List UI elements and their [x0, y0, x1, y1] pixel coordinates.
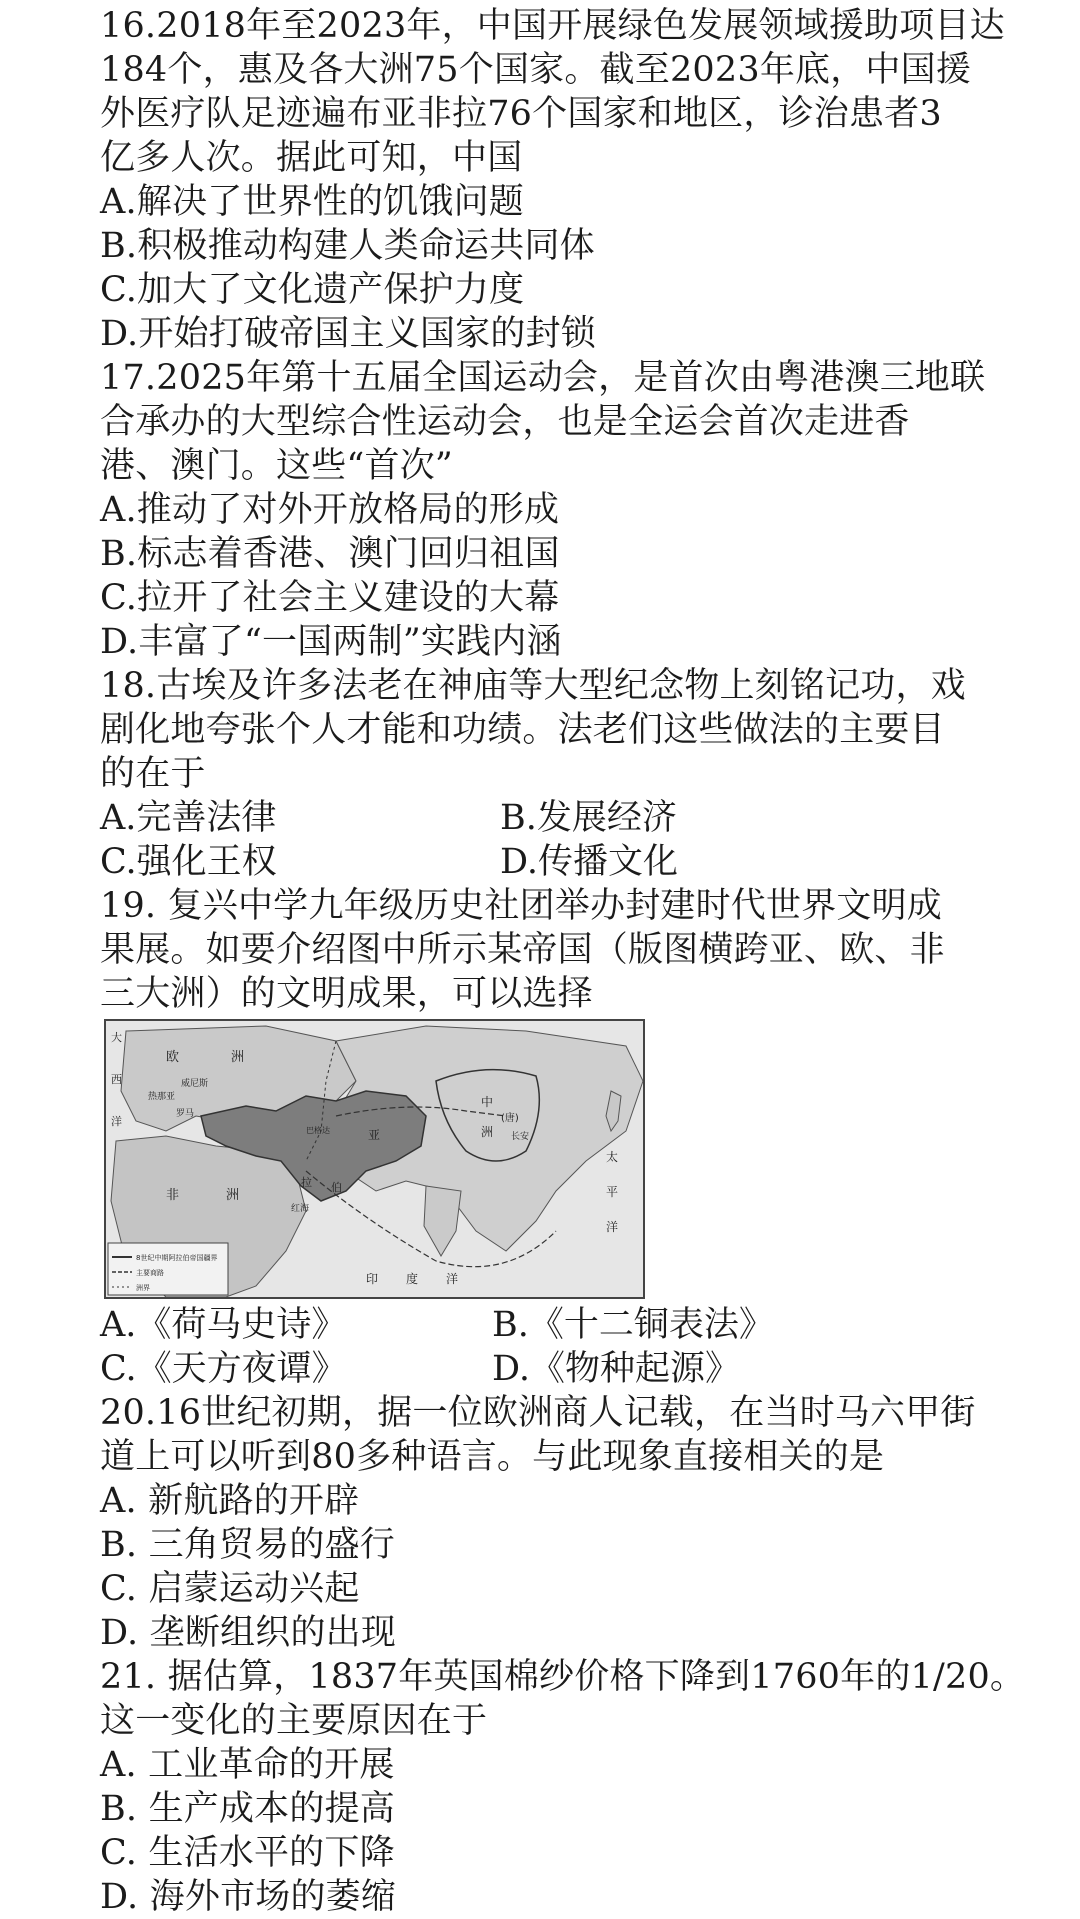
question-stem-line: 外医疗队足迹遍布亚非拉76个国家和地区，诊治患者3	[100, 94, 942, 134]
question-stem-line: 17.2025年第十五届全国运动会，是首次由粤港澳三地联	[100, 358, 986, 398]
map-legend-item: 主要商路	[136, 1269, 164, 1277]
question-stem-line: 港、澳门。这些“首次”	[100, 446, 453, 486]
question-stem-line: 剧化地夸张个人才能和功绩。法老们这些做法的主要目	[100, 710, 945, 750]
question-stem-line: 的在于	[100, 754, 206, 794]
option-row	[100, 796, 990, 840]
option-d: D.开始打破帝国主义国家的封锁	[100, 314, 596, 354]
map-label: 洋	[446, 1272, 459, 1286]
map-label: (唐)	[501, 1113, 519, 1124]
option-c: C. 生活水平的下降	[100, 1833, 395, 1873]
question-stem-line: 这一变化的主要原因在于	[100, 1701, 488, 1741]
map-label: 热那亚	[148, 1092, 176, 1102]
option-d: D.传播文化	[500, 842, 678, 882]
option-d: D.《物种起源》	[492, 1349, 740, 1389]
question-stem-line: 果展。如要介绍图中所示某帝国（版图横跨亚、欧、非	[100, 930, 945, 970]
option-b: B. 生产成本的提高	[100, 1789, 395, 1829]
map-label: 红海	[291, 1204, 310, 1214]
question-stem-line: 三大洲）的文明成果，可以选择	[100, 974, 593, 1014]
question-16	[100, 4, 1005, 356]
map-label: 西	[111, 1073, 122, 1086]
option-a: A.完善法律	[100, 798, 277, 838]
question-20	[100, 1391, 990, 1655]
option-b: B. 三角贸易的盛行	[100, 1525, 395, 1565]
question-19	[100, 884, 990, 1391]
map-label: 洲	[226, 1188, 240, 1203]
map-label: 太	[606, 1150, 619, 1164]
option-row	[100, 1303, 990, 1347]
exam-page	[100, 4, 1026, 1919]
map-label: 大	[111, 1031, 122, 1044]
option-c: C. 启蒙运动兴起	[100, 1569, 360, 1609]
map-label: 洋	[606, 1220, 619, 1234]
map-label: 巴格达	[306, 1126, 330, 1135]
question-17	[100, 356, 990, 664]
question-stem-line: 道上可以听到80多种语言。与此现象直接相关的是	[100, 1437, 885, 1477]
map-legend-item: 洲界	[136, 1284, 150, 1292]
question-stem-line: 亿多人次。据此可知，中国	[100, 138, 523, 178]
map-label: 亚	[368, 1128, 381, 1142]
question-21	[100, 1655, 1026, 1919]
arab-empire-map	[104, 1019, 645, 1299]
question-stem-line: 184个，惠及各大洲75个国家。截至2023年底，中国援	[100, 50, 972, 90]
map-label: 罗马	[176, 1109, 195, 1119]
map-label: 威尼斯	[181, 1079, 209, 1089]
question-stem-line: 合承办的大型综合性运动会，也是全运会首次走进香	[100, 402, 910, 442]
map-label: 中	[481, 1095, 494, 1109]
map-label: 拉	[301, 1176, 312, 1189]
map-label: 欧	[166, 1050, 180, 1065]
question-18	[100, 664, 990, 884]
map-label: 洋	[111, 1115, 122, 1128]
option-d: D. 海外市场的萎缩	[100, 1877, 397, 1917]
question-stem-line: 21. 据估算，1837年英国棉纱价格下降到1760年的1/20。	[100, 1657, 1026, 1697]
question-stem-line: 20.16世纪初期，据一位欧洲商人记载，在当时马六甲街	[100, 1393, 976, 1433]
option-a: A.推动了对外开放格局的形成	[100, 490, 560, 530]
option-d: D.丰富了“一国两制”实践内涵	[100, 622, 562, 662]
map-label: 伯	[331, 1181, 342, 1194]
map-label: 度	[406, 1272, 419, 1286]
option-a: A.《荷马史诗》	[100, 1305, 347, 1345]
question-stem-line: 19. 复兴中学九年级历史社团举办封建时代世界文明成	[100, 886, 942, 926]
map-label: 长安	[511, 1132, 530, 1142]
map-label: 洲	[481, 1125, 494, 1139]
map-legend-item: 8世纪中期阿拉伯帝国疆界	[136, 1254, 218, 1262]
option-c: C.加大了文化遗产保护力度	[100, 270, 525, 310]
option-row	[100, 840, 990, 884]
option-c: C.强化王权	[100, 842, 277, 882]
option-c: C.《天方夜谭》	[100, 1349, 347, 1389]
option-c: C.拉开了社会主义建设的大幕	[100, 578, 560, 618]
map-label: 印	[366, 1272, 379, 1286]
option-b: B.发展经济	[500, 798, 677, 838]
question-stem-line: 16.2018年至2023年，中国开展绿色发展领域援助项目达	[100, 6, 1005, 46]
option-b: B.《十二铜表法》	[492, 1305, 774, 1345]
question-stem-line: 18.古埃及许多法老在神庙等大型纪念物上刻铭记功，戏	[100, 666, 966, 706]
option-b: B.积极推动构建人类命运共同体	[100, 226, 595, 266]
option-a: A. 新航路的开辟	[100, 1481, 360, 1521]
option-b: B.标志着香港、澳门回归祖国	[100, 534, 560, 574]
option-row	[100, 1347, 990, 1391]
option-d: D. 垄断组织的出现	[100, 1613, 397, 1653]
option-a: A.解决了世界性的饥饿问题	[100, 182, 525, 222]
map-label: 平	[606, 1185, 619, 1199]
option-a: A. 工业革命的开展	[100, 1745, 395, 1785]
map-label: 非	[166, 1188, 180, 1203]
map-label: 洲	[231, 1050, 245, 1065]
